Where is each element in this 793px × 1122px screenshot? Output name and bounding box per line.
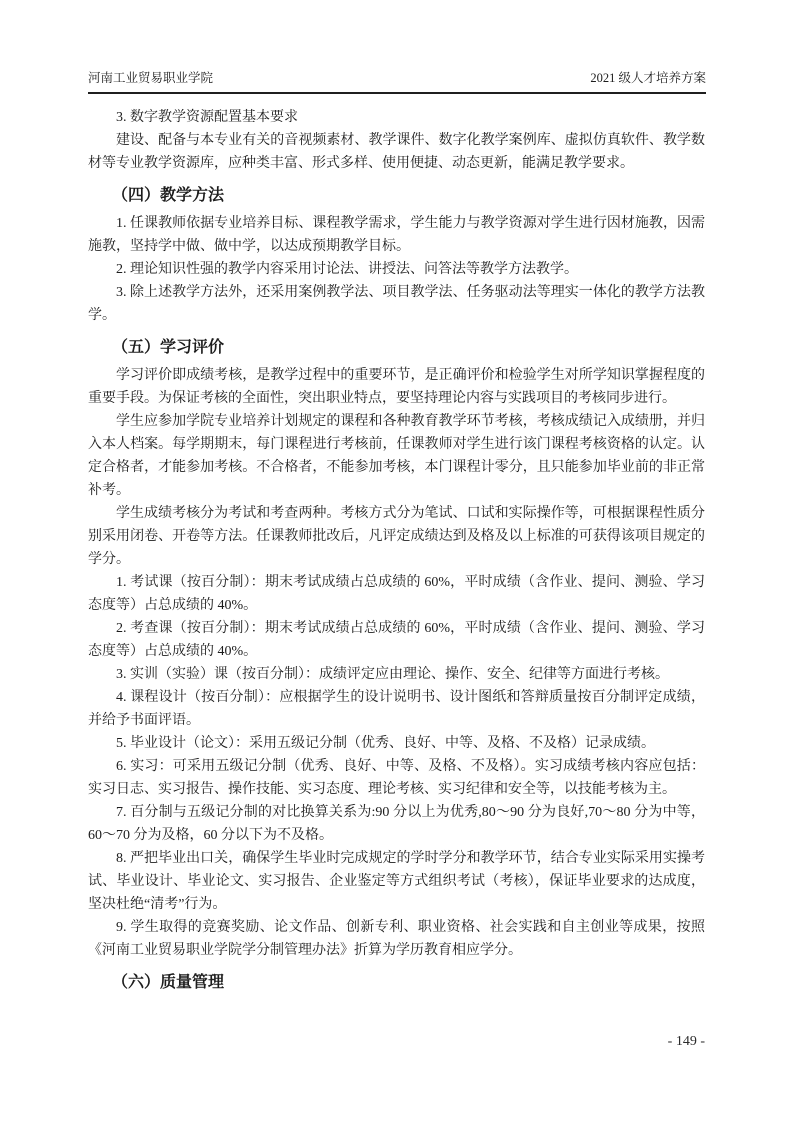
header-document-title: 2021 级人才培养方案 — [590, 71, 706, 85]
paragraph: 9. 学生取得的竞赛奖励、论文作品、创新专利、职业资格、社会实践和自主创业等成果，按照《河南工业贸易职业学院学分制管理办法》折算为学历教育相应学分。 — [88, 920, 705, 958]
paragraph: 5. 毕业设计（论文）：采用五级记分制（优秀、良好、中等、及格、不及格）记录成绩。 — [116, 736, 655, 751]
paragraph: 1. 任课教师依据专业培养目标、课程教学需求，学生能力与教学资源对学生进行因材施教，因需施教，坚持学中做、做中学，以达成预期教学目标。 — [88, 216, 705, 254]
paragraph: 建设、配备与本专业有关的音视频素材、教学课件、数字化教学案例库、虚拟仿真软件、教学数材等专业教学资源库，应种类丰富、形式多样、使用便捷、动态更新，能满足教学要求。 — [88, 133, 705, 171]
paragraph: 1. 考试课（按百分制）：期末考试成绩占总成绩的 60%，平时成绩（含作业、提问、测验、学习态度等）占总成绩的 40%。 — [88, 575, 705, 613]
paragraph: 2. 考查课（按百分制）：期末考试成绩占总成绩的 60%，平时成绩（含作业、提问、测验、学习态度等）占总成绩的 40%。 — [88, 621, 705, 659]
paragraph: 6. 实习：可采用五级记分制（优秀、良好、中等、及格、不及格）。实习成绩考核内容应包括：实习日志、实习报告、操作技能、实习态度、理论考核、实习纪律和安全等，以技能考核为主。 — [88, 759, 705, 797]
paragraph: 4. 课程设计（按百分制）：应根据学生的设计说明书、设计图纸和答辩质量按百分制评定成绩，并给予书面评语。 — [88, 690, 705, 728]
page-header — [88, 70, 706, 94]
section-heading: （五）学习评价 — [112, 339, 225, 356]
paragraph: 3. 数字教学资源配置基本要求 — [116, 110, 298, 125]
paragraph: 7. 百分制与五级记分制的对比换算关系为:90 分以上为优秀,80～90 分为良好,70～80 分为中等，60～70 分为及格，60 分以下为不及格。 — [88, 805, 705, 843]
paragraph: 学生成绩考核分为考试和考查两种。考核方式分为笔试、口试和实际操作等，可根据课程性质分别采用闭卷、开卷等方法。任课教师批改后，凡评定成绩达到及格及以上标准的可获得该项目规定的学分。 — [88, 506, 705, 567]
section-heading: （六）质量管理 — [112, 974, 225, 991]
paragraph: 3. 除上述教学方法外，还采用案例教学法、项目教学法、任务驱动法等理实一体化的教学方法教学。 — [88, 285, 705, 323]
page-footer — [668, 1033, 705, 1051]
paragraph: 8. 严把毕业出口关，确保学生毕业时完成规定的学时学分和教学环节，结合专业实际采用实操考试、毕业设计、毕业论文、实习报告、企业鉴定等方式组织考试（考核），保证毕业要求的达成度，坚决杜绝“清考”行为。 — [88, 851, 705, 912]
paragraph: 2. 理论知识性强的教学内容采用讨论法、讲授法、问答法等教学方法教学。 — [116, 262, 578, 277]
section-heading: （四）教学方法 — [112, 187, 225, 204]
paragraph: 3. 实训（实验）课（按百分制）：成绩评定应由理论、操作、安全、纪律等方面进行考核。 — [116, 667, 669, 682]
paragraph: 学生应参加学院专业培养计划规定的课程和各种教育教学环节考核，考核成绩记入成绩册，并归入本人档案。每学期期末，每门课程进行考核前，任课教师对学生进行该门课程考核资格的认定。认定合格者，才能参加考核。不合格者，不能参加考核，本门课程计零分，且只能参加毕业前的非正常补考。 — [88, 414, 705, 498]
paragraph: 学习评价即成绩考核，是教学过程中的重要环节，是正确评价和检验学生对所学知识掌握程度的重要手段。为保证考核的全面性，突出职业特点，要坚持理论内容与实践项目的考核同步进行。 — [88, 368, 705, 406]
page-number: - 149 - — [667, 1034, 705, 1049]
document-body — [88, 106, 705, 999]
header-school-name: 河南工业贸易职业学院 — [88, 71, 214, 85]
